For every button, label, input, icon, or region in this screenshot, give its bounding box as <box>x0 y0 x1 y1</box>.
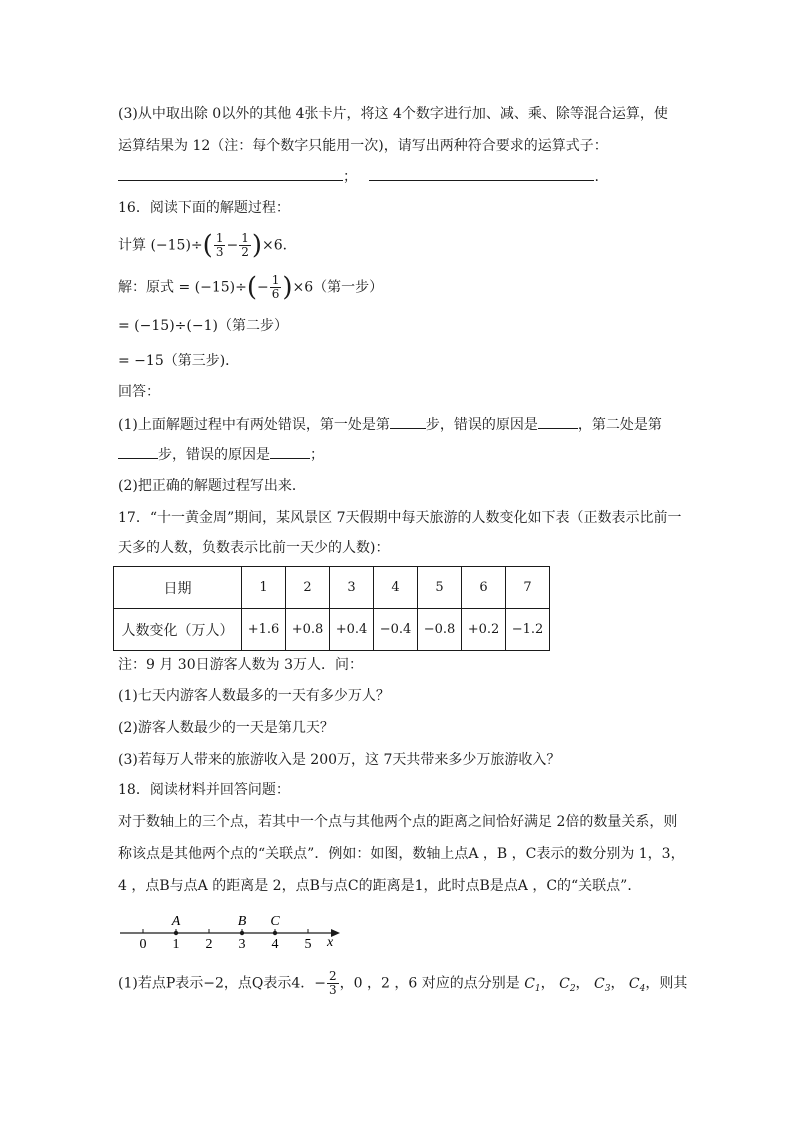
text: ，0 ，2 ，6 对应的点分别是 <box>339 975 520 992</box>
q16-part1-line2 <box>118 444 324 465</box>
header-change: 人数变化（万人） <box>114 609 242 651</box>
q16-part2: (2)把正确的解题过程写出来． <box>118 478 306 494</box>
table-cell: 4 <box>374 567 418 609</box>
blank-reason-2[interactable] <box>270 444 310 459</box>
q17-part3: (3)若每万人带来的旅游收入是 200万，这 7天共带来多少万旅游收入？ <box>118 752 561 768</box>
tick-label: 4 <box>271 937 279 952</box>
paren-open: ( <box>246 272 257 303</box>
table-cell: 5 <box>418 567 462 609</box>
separator: ； <box>343 169 357 185</box>
text: 步，错误的原因是 <box>425 417 538 433</box>
calc-label: 计算 <box>118 237 146 254</box>
calc-tail: ×6． <box>261 237 297 254</box>
point-a <box>174 931 178 935</box>
text: 称该点是其他两个点的“关联点”．例如：如图，数轴上点A ，B ，C表示的数分别为 1，3 <box>118 846 671 862</box>
q18-line2 <box>118 844 685 864</box>
point-label-c: C <box>270 914 280 929</box>
q17-note: 注：9 月 30日游客人数为 3万人．问： <box>118 657 363 673</box>
calc-dividend: (−15)÷ <box>150 237 203 254</box>
answer-blank-2[interactable] <box>369 166 594 181</box>
text: 步，错误的原因是 <box>158 447 270 463</box>
point-c1: $C_1$ <box>524 975 541 994</box>
table-cell: +0.2 <box>462 609 506 651</box>
table-row <box>114 567 550 609</box>
table-cell: 2 <box>286 567 330 609</box>
q16-title: 16．阅读下面的解题过程： <box>118 200 290 216</box>
q16-part1-line1 <box>118 414 662 435</box>
table-row <box>114 609 550 651</box>
table-cell: −1.2 <box>506 609 550 651</box>
q16-solution-step3: = −15（第三步)． <box>118 353 240 369</box>
sol-minus: − <box>257 279 269 296</box>
point-c3: $C_3$ <box>594 975 611 994</box>
fraction-one-sixth: $\frac{1}{6}$ <box>271 273 280 301</box>
text: (1)上面解题过程中有两处错误，第一处是第 <box>118 417 390 433</box>
text: ，第二处是第 <box>577 417 662 433</box>
table-cell: +0.4 <box>330 609 374 651</box>
table-cell: −0.4 <box>374 609 418 651</box>
point-c <box>273 931 277 935</box>
q15-answer-blanks <box>118 166 599 187</box>
blank-step-1[interactable] <box>390 414 426 429</box>
number-line <box>118 904 348 952</box>
q16-answer-label: 回答： <box>118 384 160 400</box>
table-cell: −0.8 <box>418 609 462 651</box>
q16-solution-step2: = (−15)÷(−1)（第二步） <box>118 318 288 334</box>
point-c2: $C_2$ <box>559 975 576 994</box>
tick-label: 1 <box>172 937 180 952</box>
q18-title: 18．阅读材料并回答问题： <box>118 782 290 798</box>
period: . <box>594 169 599 185</box>
tick-label: 3 <box>238 937 246 952</box>
point-b <box>240 931 244 935</box>
table-cell: 6 <box>462 567 506 609</box>
q17-line1: 17．“十一黄金周”期间，某风景区 7天假期中每天旅游的人数变化如下表（正数表示比前一 <box>118 510 682 526</box>
q16-calc <box>118 232 297 259</box>
point-label-b: B <box>237 914 247 929</box>
q16-solution-step1 <box>118 274 383 301</box>
table-cell: +1.6 <box>242 609 286 651</box>
q15-line2: 运算结果为 12（注：每个数字只能用一次)，请写出两种符合要求的运算式子： <box>118 138 608 154</box>
solution-label: 解：原式 = (−15)÷ <box>118 279 247 296</box>
table-cell: 7 <box>506 567 550 609</box>
paren-open: ( <box>202 230 213 261</box>
fraction-one-third: $\frac{1}{3}$ <box>215 231 224 259</box>
q18-line3: 4 ，点B与点A 的距离是 2，点B与点C的距离是1，此时点B是点A ，C的“关联点”． <box>118 878 642 894</box>
q18-part1: (1)若点P表示−2，点Q表示4．− $\frac{2}{3}$ ，0 ，2 ，6 对应的点分别是 $C_1$， $C_2$， $C_3$， $C_4$，则其 <box>118 969 688 997</box>
text: ， <box>670 846 685 862</box>
q17-line2: 天多的人数，负数表示比前一天少的人数)： <box>118 540 390 556</box>
header-date: 日期 <box>114 567 242 609</box>
text: (1)若点P表示−2，点Q表示4．− <box>118 975 327 992</box>
tick-label: 0 <box>139 937 147 952</box>
visitor-change-table <box>113 566 550 651</box>
calc-minus: − <box>226 237 239 254</box>
table-cell: +0.8 <box>286 609 330 651</box>
point-label-a: A <box>171 914 181 929</box>
answer-blank-1[interactable] <box>118 166 343 181</box>
sol-tail: ×6（第一步） <box>292 279 384 296</box>
paren-close: ) <box>282 272 293 303</box>
point-c4: $C_4$ <box>628 975 646 994</box>
blank-step-2[interactable] <box>118 444 158 459</box>
paren-close: ) <box>251 230 262 261</box>
q17-part2: (2)游客人数最少的一天是第几天？ <box>118 720 334 736</box>
fraction-two-thirds: $\frac{2}{3}$ <box>329 969 337 997</box>
table-cell: 1 <box>242 567 286 609</box>
q18-line1: 对于数轴上的三个点，若其中一个点与其他两个点的距离之间恰好满足 2倍的数量关系，则 <box>118 814 678 830</box>
text: ； <box>310 447 324 463</box>
blank-reason-1[interactable] <box>538 414 578 429</box>
q15-line1: (3)从中取出除 0以外的其他 4张卡片，将这 4个数字进行加、减、乘、除等混合运算，使 <box>118 106 668 122</box>
table-cell: 3 <box>330 567 374 609</box>
fraction-one-half: $\frac{1}{2}$ <box>241 231 249 259</box>
text: ，则其 <box>645 975 688 992</box>
axis-label-x: x <box>327 935 334 950</box>
tick-label: 2 <box>205 937 213 952</box>
q17-part1: (1)七天内游客人数最多的一天有多少万人？ <box>118 688 390 704</box>
tick-label: 5 <box>304 937 312 952</box>
